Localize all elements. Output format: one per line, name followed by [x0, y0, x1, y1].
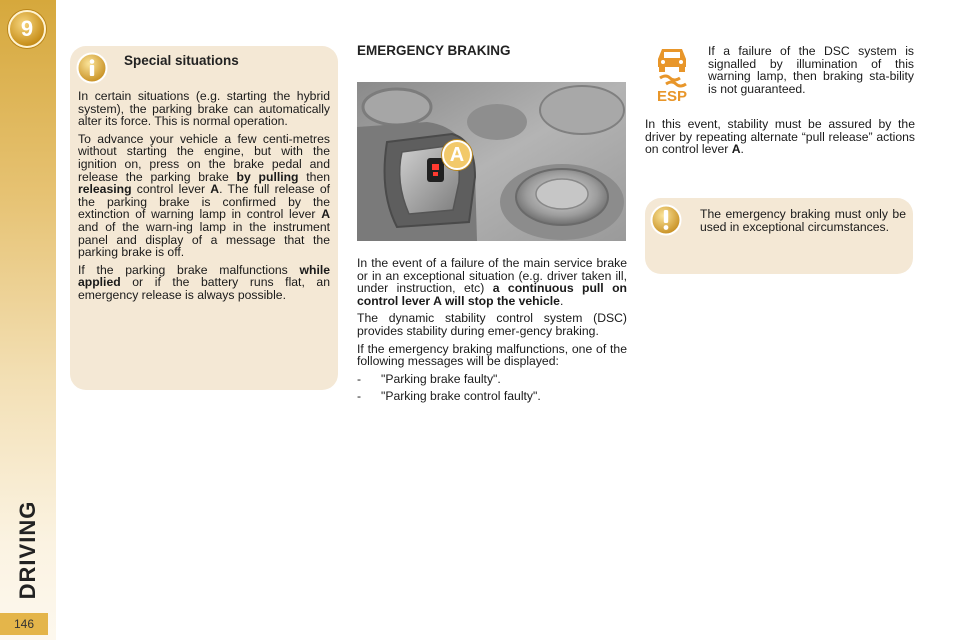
chapter-number: 9	[20, 16, 34, 41]
dsc-paragraph-2: In this event, stability must be assured by the driver by repeating alternate “pull release” actions on control lever A.	[645, 117, 915, 157]
lever-callout	[442, 140, 472, 170]
info-icon	[76, 52, 108, 84]
emergency-paragraph-3: If the emergency braking malfunctions, one of the following messages will be displayed:	[357, 341, 627, 369]
warning-icon	[650, 204, 682, 236]
esp-icon-label: ESP	[656, 88, 688, 103]
emergency-braking-text	[357, 257, 627, 408]
special-paragraph-1: In certain situations (e.g. starting the hybrid system), the parking brake can automatically alter its force. This is normal operation.	[78, 89, 330, 129]
warning-text: The emergency braking must only be used in exceptional circumstances.	[700, 207, 906, 234]
page-number: 146	[0, 613, 48, 635]
chapter-title-text: DRIVING	[15, 500, 40, 600]
dsc-instructions-text	[645, 118, 915, 161]
control-lever-photo	[357, 82, 626, 241]
chapter-title	[4, 500, 52, 600]
esp-warning-lamp-icon	[648, 45, 696, 103]
special-situations-heading: Special situations	[124, 53, 239, 68]
list-item: - "Parking brake control faulty".	[357, 389, 541, 404]
lever-callout-label: A	[449, 143, 465, 166]
emergency-paragraph-2: The dynamic stability control system (DSC) provides stability during emer-gency braking.	[357, 311, 627, 338]
emergency-paragraph-1: In the event of a failure of the main service brake or in an exceptional situation (e.g. driver taken ill, under instruction, etc) a continuous pull on control lever A will stop the vehicle.	[357, 256, 628, 308]
chapter-sidebar	[0, 0, 56, 640]
list-item: - "Parking brake faulty".	[357, 371, 501, 386]
dsc-warning-lamp-text: If a failure of the DSC system is signalled by illumination of this warning lamp, then braking sta-bility is not guaranteed.	[708, 44, 914, 96]
chapter-number-badge	[8, 10, 46, 48]
emergency-braking-heading: EMERGENCY BRAKING	[357, 43, 511, 58]
special-paragraph-3: If the parking brake malfunctions while applied or if the battery runs flat, an emergency release is always possible.	[78, 262, 330, 302]
special-situations-text	[78, 90, 330, 307]
special-paragraph-2: To advance your vehicle a few centi-metres without starting the engine, but with the ignition on, press on the brake pedal and release the parking brake by pulling then releasing control lever A. The full release of the parking brake is confirmed by the extinction of warning lamp in control lever A and of the warn-ing lamp in the instrument panel and display of a message that the parking brake is off.	[78, 131, 331, 260]
